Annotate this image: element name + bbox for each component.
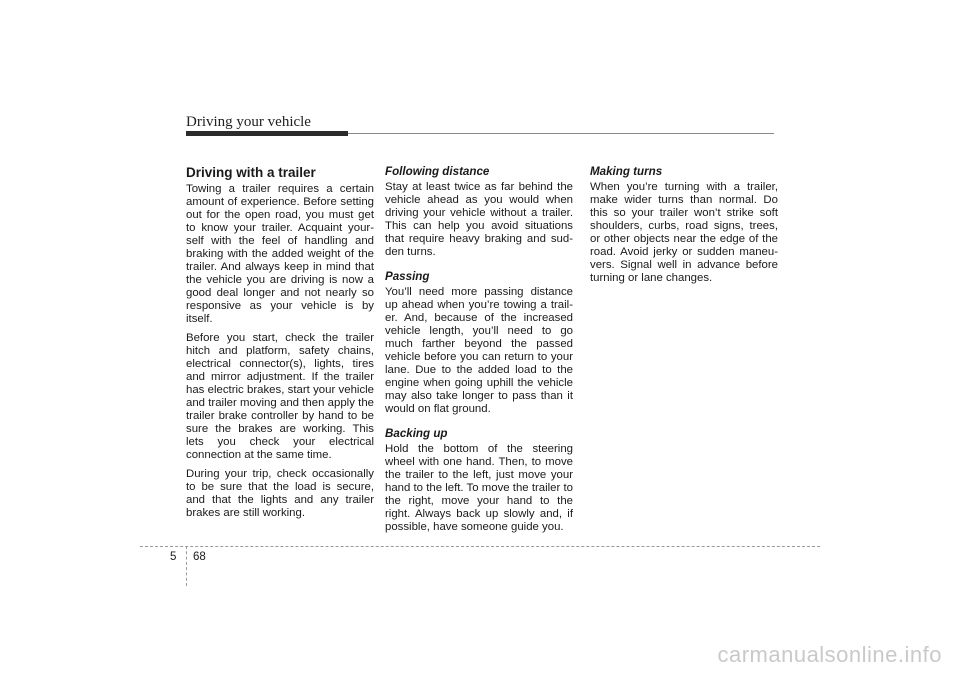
section-making-turns: [590, 164, 778, 285]
column-2: [385, 164, 573, 544]
header-rule: [348, 133, 774, 134]
footer-dashed-rule: [140, 546, 820, 547]
paragraph-before-you-start: Before you start, check the trailer hitch and platform, safety chains, electrical connector(s), lights, tires and mirror adjustment. If the trailer has electric brakes, start your vehicle and trailer moving and then apply the trailer brake controller by hand to be sure the brakes are working. This lets you check your electrical connection at the same time.: [186, 332, 374, 461]
page-header-title: Driving your vehicle: [186, 114, 311, 130]
section-heading-driving-with-trailer: Driving with a trailer: [186, 165, 316, 180]
chapter-number: 5: [170, 551, 177, 563]
watermark-text: carmanualsonline.info: [717, 642, 942, 667]
subheading-making-turns: Making turns: [590, 165, 663, 178]
header-bar: [186, 131, 348, 136]
paragraph-during-trip: During your trip, check occasionally to be sure that the load is secure, and that the lights and any trailer brakes are still working.: [186, 468, 374, 519]
page-number: 68: [193, 551, 206, 563]
paragraph-backing-up: Hold the bottom of the steering wheel with one hand. Then, to move the trailer to the left, just move your hand to the left. To move the trailer to the right, move your hand to the right. Always back up slowly and, if possible, have someone guide you.: [385, 443, 573, 533]
column-3: [590, 164, 778, 295]
paragraph-making-turns: When you’re turning with a trailer, make wider turns than normal. Do this so your trailer won’t strike soft shoulders, curbs, road signs, trees, or other objects near the edge of the road. Avoid jerky or sudden maneu- vers. Signal well in advance before turning or lane changes.: [590, 181, 778, 284]
paragraph-passing: You’ll need more passing distance up ahead when you’re towing a trail- er. And, because of the increased vehicle length, you’ll need to go much farther beyond the passed vehicle before you can return to your lane. Due to the added load to the engine when going uphill the vehicle may also take longer to pass than it would on flat ground.: [385, 286, 573, 415]
section-following-distance: [385, 164, 573, 259]
paragraph-following-distance: Stay at least twice as far behind the vehicle ahead as you would when driving your vehicle without a trailer. This can help you avoid situations that require heavy braking and sud- den turns.: [385, 181, 573, 258]
section-passing: [385, 269, 573, 416]
subheading-backing-up: Backing up: [385, 427, 448, 440]
subheading-passing: Passing: [385, 270, 430, 283]
footer-dashed-divider: [186, 546, 187, 586]
section-backing-up: [385, 426, 573, 534]
paragraph-towing-experience: Towing a trailer requires a certain amount of experience. Before setting out for the open road, you must get to know your trailer. Acquaint your- self with the feel of handling and braking with the added weight of the trailer. And always keep in mind that the vehicle you are driving is now a good deal longer and not nearly so responsive as your vehicle is by itself.: [186, 183, 374, 325]
column-1: [186, 164, 374, 526]
subheading-following-distance: Following distance: [385, 165, 490, 178]
